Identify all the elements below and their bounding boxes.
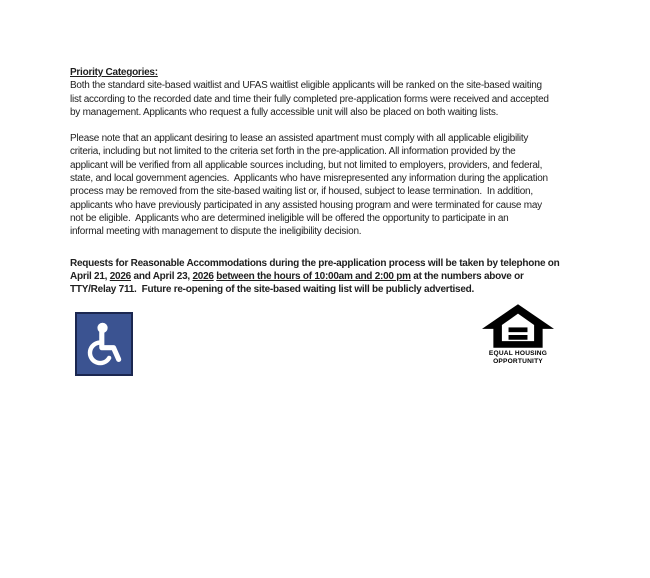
- text-segment: Requests for Reasonable Accommodations during the pre-application process will be taken by telephone on: [70, 257, 560, 269]
- text-segment: April 21,: [70, 270, 110, 282]
- text-line: [70, 172, 590, 185]
- text-segment: Please note that an applicant desiring to lease an assisted apartment must comply with all applicable eligibility: [70, 133, 529, 145]
- accessibility-icon: [75, 312, 133, 376]
- section-heading-text: Priority Categories:: [70, 67, 158, 78]
- text-line: [70, 225, 590, 238]
- text-segment: process may be removed from the site-based waiting list or, if housed, subject to lease termination. In addition,: [70, 186, 533, 198]
- equal-housing-text-line2: OPPORTUNITY: [493, 358, 543, 365]
- text-line: [70, 145, 590, 158]
- text-segment: TTY/Relay 711. Future re-opening of the site-based waiting list will be publicly advertised.: [70, 284, 475, 296]
- text-segment: not be eligible. Applicants who are determined ineligible will be offered the opportunity to participate in an: [70, 212, 509, 224]
- paragraph-waitlist-ranking: [70, 79, 590, 119]
- text-line: [70, 212, 590, 225]
- equal-housing-opportunity-logo: [476, 304, 560, 366]
- wheelchair-icon-glyph: [82, 317, 126, 371]
- underlined-text: 2026: [192, 270, 214, 282]
- text-line: [70, 106, 590, 119]
- text-line: [70, 283, 590, 296]
- text-segment: state, and local government agencies. Applicants who have misrepresented any information during the application: [70, 173, 548, 185]
- text-segment: criteria, including but not limited to the criteria set forth in the pre-application. All information provided by the: [70, 146, 516, 158]
- paragraph-reasonable-accommodations: [70, 257, 590, 297]
- text-segment: Both the standard site-based waitlist and UFAS waitlist eligible applicants will be ranked on the site-based waiting: [70, 80, 542, 92]
- underlined-text: between the hours of 10:00am and 2:00 pm: [216, 270, 411, 282]
- text-line: [70, 199, 590, 212]
- text-segment: by management. Applicants who request a fully accessible unit will also be placed on both waiting lists.: [70, 106, 499, 118]
- paragraph-eligibility-criteria: [70, 132, 590, 238]
- document-body: [70, 66, 590, 296]
- text-line: [70, 79, 590, 92]
- text-line: [70, 257, 590, 270]
- text-line: [70, 132, 590, 145]
- text-segment: applicants who have previously participated in any assisted housing program and were terminated for cause may: [70, 199, 542, 211]
- text-segment: informal meeting with management to dispute the ineligibility decision.: [70, 226, 362, 238]
- underlined-text: 2026: [109, 270, 131, 282]
- text-line: [70, 159, 590, 172]
- equal-housing-text-line1: EQUAL HOUSING: [488, 350, 548, 357]
- section-heading: [70, 66, 590, 79]
- text-segment: applicant will be verified from all applicable sources including, but not limited to employers, providers, and federal,: [70, 159, 543, 171]
- text-line: [70, 93, 590, 106]
- text-line: [70, 185, 590, 198]
- text-line: [70, 270, 590, 283]
- text-segment: list according to the recorded date and time their fully completed pre-application forms were received and accepted: [70, 93, 549, 105]
- logos-row: [70, 304, 590, 378]
- text-segment: and April 23,: [131, 270, 193, 282]
- equal-housing-house-icon: [482, 304, 554, 348]
- text-segment: at the numbers above or: [410, 270, 524, 282]
